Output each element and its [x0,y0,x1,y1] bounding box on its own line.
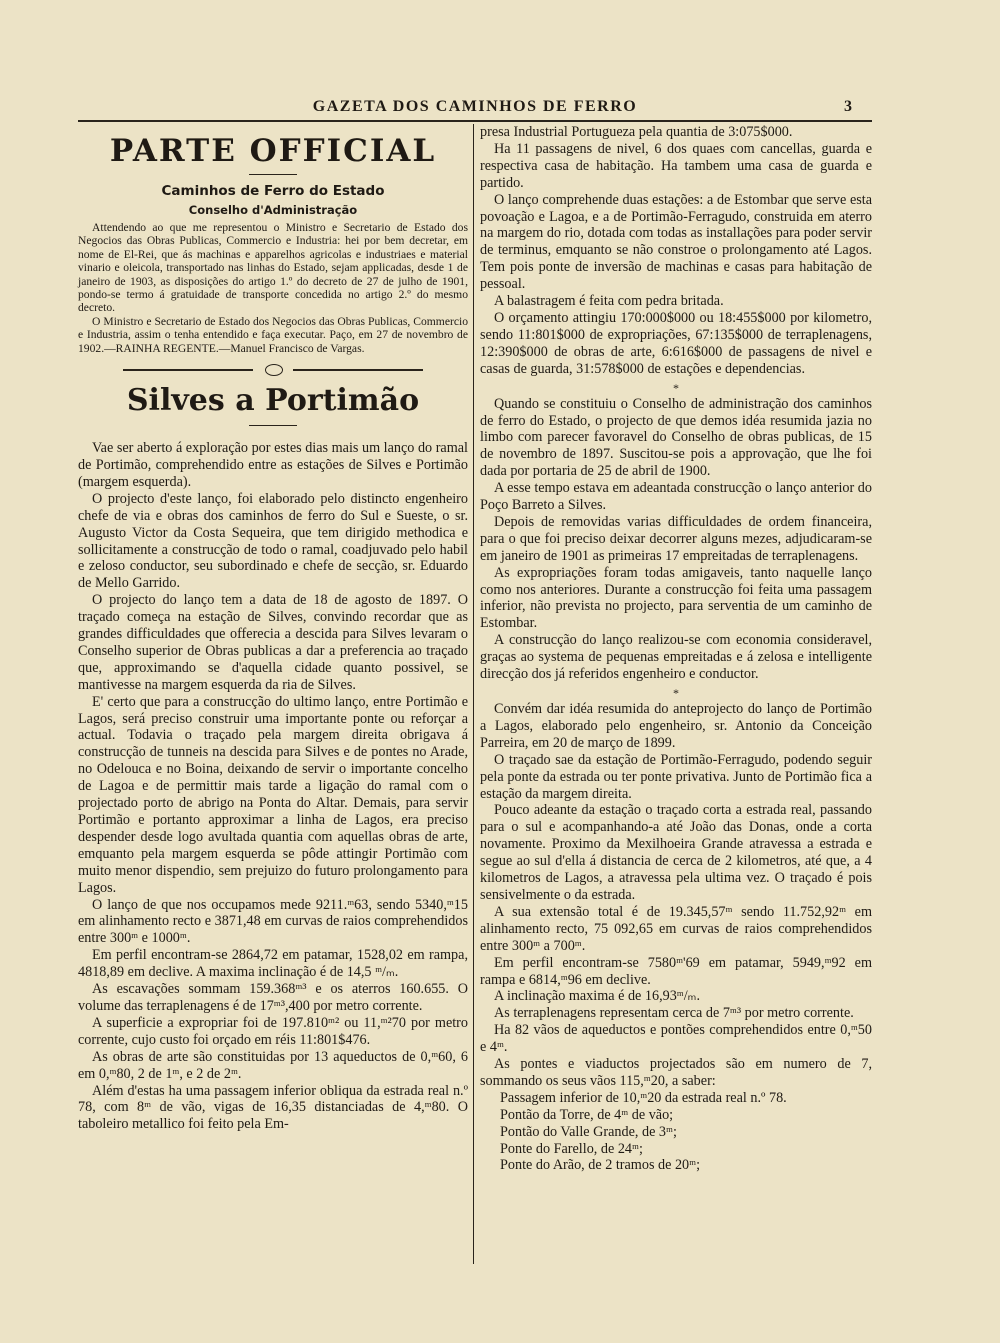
list-item: Passagem inferior de 10,ᵐ20 da estrada real n.º 78. [500,1089,787,1106]
article-paragraph: Vae ser aberto á exploração por estes dias mais um lanço do ramal de Portimão, comprehendido entre as estações de Silves e Portimão (margem esquerda). [78,440,468,490]
article-paragraph: As terraplenagens representam cerca de 7ᵐ³ por metro corrente. [494,1005,854,1022]
article-paragraph: A balastragem é feita com pedra britada. [494,293,724,310]
article-paragraph: E' certo que para a construcção do ultimo lanço, entre Portimão e Lagos, será preciso construir uma importante ponte ou reforçar a actual. Todavia o traçado pela margem direita obrigava á construcção de tunneis na descida para Silves e de pontes no Arade, no Odelouca e no Boina, deixando de servir o importante concelho de Lagoa e de permittir mais tarde a ligação do ramal com o projectado porto de abrigo na Ponta do Altar. Demais, para servir Portimão e portanto approximar a linha de Lagos, era preciso despender desde logo avultada quantia com aquellas obras de arte, emquanto pela margem esquerda se pôde attingir Portimão com muito menor dispendio, sem prejuizo do futuro prolongamento para Lagos. [78,693,468,896]
article-paragraph: O orçamento attingiu 170:000$000 ou 18:455$000 por kilometro, sendo 11:801$000 de expropriações, 67:135$000 de terraplenagens, 12:390$000 de obras de arte, 6:616$000 de passagens de nivel e casas de guarda, 31:578$000 de estações e dependencias. [480,309,872,377]
article-paragraph: Além d'estas ha uma passagem inferior obliqua da estrada real n.º 78, com 8ᵐ de vão, vigas de 16,35 distanciadas de 4,ᵐ80. O taboleiro metallico foi feito pela Em- [78,1082,468,1133]
article-paragraph: A construcção do lanço realizou-se com economia consideravel, graças ao systema de pequenas empreitadas e á zelosa e intelligente direcção dos já referidos engenheiro e conductor. [480,632,872,683]
ornament-center [265,364,283,376]
article-paragraph: O projecto d'este lanço, foi elaborado pelo distincto engenheiro chefe de via e obras dos caminhos de ferro do Sul e Sueste, o sr. Augusto Victor da Costa Sequeira, que tem dirigido methodica e sollicitamente a construcção de todo o ramal, coadjuvado pelo habil e zeloso conductor, seu subordinado e chefe de secção, sr. Eduardo de Mello Garrido. [78,490,468,592]
list-item: Ponte do Arão, de 2 tramos de 20ᵐ; [500,1157,701,1174]
list-item: Pontão do Valle Grande, de 3ᵐ; [500,1123,677,1140]
article-paragraph: O projecto do lanço tem a data de 18 de agosto de 1897. O traçado começa na estação de Silves, convindo recordar que as grandes difficuldades que offerecia a descida para Silves levaram o Conselho superior de Obras publicas a dar a preferencia ao traçado que, approximando se d'aquella cidade quanto possivel, se mantivesse na margem esquerda da ria de Silves. [78,592,468,693]
article-paragraph: Em perfil encontram-se 2864,72 em patamar, 1528,02 em rampa, 4818,89 em declive. A maxima inclinação é de 14,5 ᵐ/ₘ. [78,947,468,981]
article-paragraph: Ha 82 vãos de aqueductos e pontões comprehendidos entre 0,ᵐ50 e 4ᵐ. [480,1022,872,1056]
newspaper-title: GAZETA DOS CAMINHOS DE FERRO [312,98,638,115]
section-star: * [673,686,679,700]
ornament-bar [293,369,423,371]
short-rule [249,425,297,426]
article-paragraph: O lanço de que nos occupamos mede 9211.ᵐ63, sendo 5340,ᵐ15 em alinhamento recto e 3871,48 em curvas de raios comprehendidos entre 300ᵐ e 1000ᵐ. [78,896,468,947]
article-paragraph: Pouco adeante da estação o traçado corta a estrada real, passando para o sul e acompanhando-a até João das Donas, onde a corta novamente. Proximo da Mexilhoeira Grande atravessa a estrada e segue ao sul d'ella á distancia de cerca de 2 kilometros, até que, a 4 kilometros de Lagos, a atravessa pela ultima vez. O traçado é pois sensivelmente o da estrada. [480,802,872,903]
short-rule [249,174,297,175]
bridges-list [480,1090,872,1175]
ornament-bar [123,369,253,371]
column-divider [473,124,474,1264]
right-column [480,124,872,1174]
article-paragraph: Depois de removidas varias difficuldades de ordem financeira, para o que foi preciso deixar decorrer alguns mezes, adjudicaram-se em janeiro de 1901 as primeiras 17 empreitadas de terraplenagens. [480,513,872,564]
article-paragraph: Convém dar idéa resumida do anteprojecto do lanço de Portimão a Lagos, elaborado pelo engenheiro, sr. Antonio da Conceição Parreira, em 20 de março de 1899. [480,701,872,751]
ornamental-divider [123,363,423,377]
article-paragraph: presa Industrial Portugueza pela quantia de 3:075$000. [480,124,793,140]
article-title: Silves a Portimão [126,383,420,419]
article-paragraph: O lanço comprehende duas estações: a de Estombar que serve esta povoação e Lagoa, e a de Portimão-Ferragudo, construida em aterro na margem do rio, dotada com todas as installações para poder servir de terminus, emquanto se não constroe o prolongamento até Lagos. Tem pois ponte de inversão de machinas e casas para habitação de pessoal. [480,191,872,293]
subheading: Caminhos de Ferro do Estado [161,183,385,199]
article-paragraph: Em perfil encontram-se 7580ᵐ'69 em patamar, 5949,ᵐ92 em rampa e 6814,ᵐ96 em declive. [480,954,872,988]
article-paragraph: As pontes e viaductos projectados são em numero de 7, sommando os seus vãos 115,ᵐ20, a saber: [480,1056,872,1089]
article-paragraph: As escavações sommam 159.368ᵐ³ e os aterros 160.655. O volume das terraplenagens é de 17ᵐ³,400 por metro corrente. [78,981,468,1014]
article-paragraph: Quando se constituiu o Conselho de administração dos caminhos de ferro do Estado, o projecto de que demos idéa resumida jazia no limbo com parecer favoravel do Conselho de obras publicas, de 15 de novembro de 1897. Suscitou-se pois a approvação, que lhe foi dada por portaria de 25 de abril de 1900. [480,395,872,480]
section-star: * [673,380,679,395]
official-decree [78,221,468,355]
section-title: PARTE OFFICIAL [109,133,437,169]
article-body [78,440,468,1133]
article-paragraph: As expropriações foram todas amigaveis, tanto naquelle lanço como nos anteriores. Durante a construcção foi feita uma passagem inferior, não prevista no projecto, para serventia de um caminho de Estombar. [480,564,872,632]
article-paragraph: Ha 11 passagens de nivel, 6 dos quaes com cancellas, guarda e respectiva casa de habitação. Ha tambem uma casa de guarda e partido. [480,140,872,191]
page-header [78,96,872,122]
list-item: Ponte do Farello, de 24ᵐ; [500,1140,643,1157]
article-paragraph: O traçado sae da estação de Portimão-Ferragudo, podendo seguir pela ponte da estrada ou ter ponte privativa. Junto de Portimão fica a estação da margem direita. [480,751,872,802]
left-column [78,124,468,1133]
list-item: Pontão da Torre, de 4ᵐ de vão; [500,1106,674,1123]
article-paragraph: A sua extensão total é de 19.345,57ᵐ sendo 11.752,92ᵐ em alinhamento recto, 75 092,65 em curvas de raios comprehendidos entre 300ᵐ a 700ᵐ. [480,903,872,954]
decree-paragraph: O Ministro e Secretario de Estado dos Negocios das Obras Publicas, Commercio e Industria, assim o tenha entendido e faça executar. Paço, em 27 de novembro de 1902.—RAINHA REGENTE.—Manuel Francisco de Vargas. [78,314,468,355]
article-paragraph: A esse tempo estava em adeantada construcção o lanço anterior do Poço Barreto a Silves. [480,480,872,514]
article-paragraph: A inclinação maxima é de 16,93ᵐ/ₘ. [494,988,701,1005]
subheading-council: Conselho d'Administração [188,203,358,217]
article-paragraph: As obras de arte são constituidas por 13 aqueductos de 0,ᵐ60, 6 em 0,ᵐ80, 2 de 1ᵐ, e 2 de 2ᵐ. [78,1048,468,1082]
decree-paragraph: Attendendo ao que me representou o Ministro e Secretario de Estado dos Negocios das Obras Publicas, Commercio e Industria: hei por bem decretar, em nome de El-Rei, que ás machinas e apparelhos agricolas e industriaes e material vinario e oleicola, transportado nas linhas do Estado, sejam applicadas, desde 1 de janeiro de 1903, as disposições do artigo 1.º do decreto de 27 de julho de 1901, pondo-se termo á gratuidade de transporte concedida no artigo 2.º do mesmo decreto. [78,221,468,315]
page-number: 3 [844,98,852,115]
article-paragraph: A superficie a expropriar foi de 197.810ᵐ² ou 11,ᵐ²70 por metro corrente, cujo custo foi orçado em réis 11:801$476. [78,1014,468,1048]
